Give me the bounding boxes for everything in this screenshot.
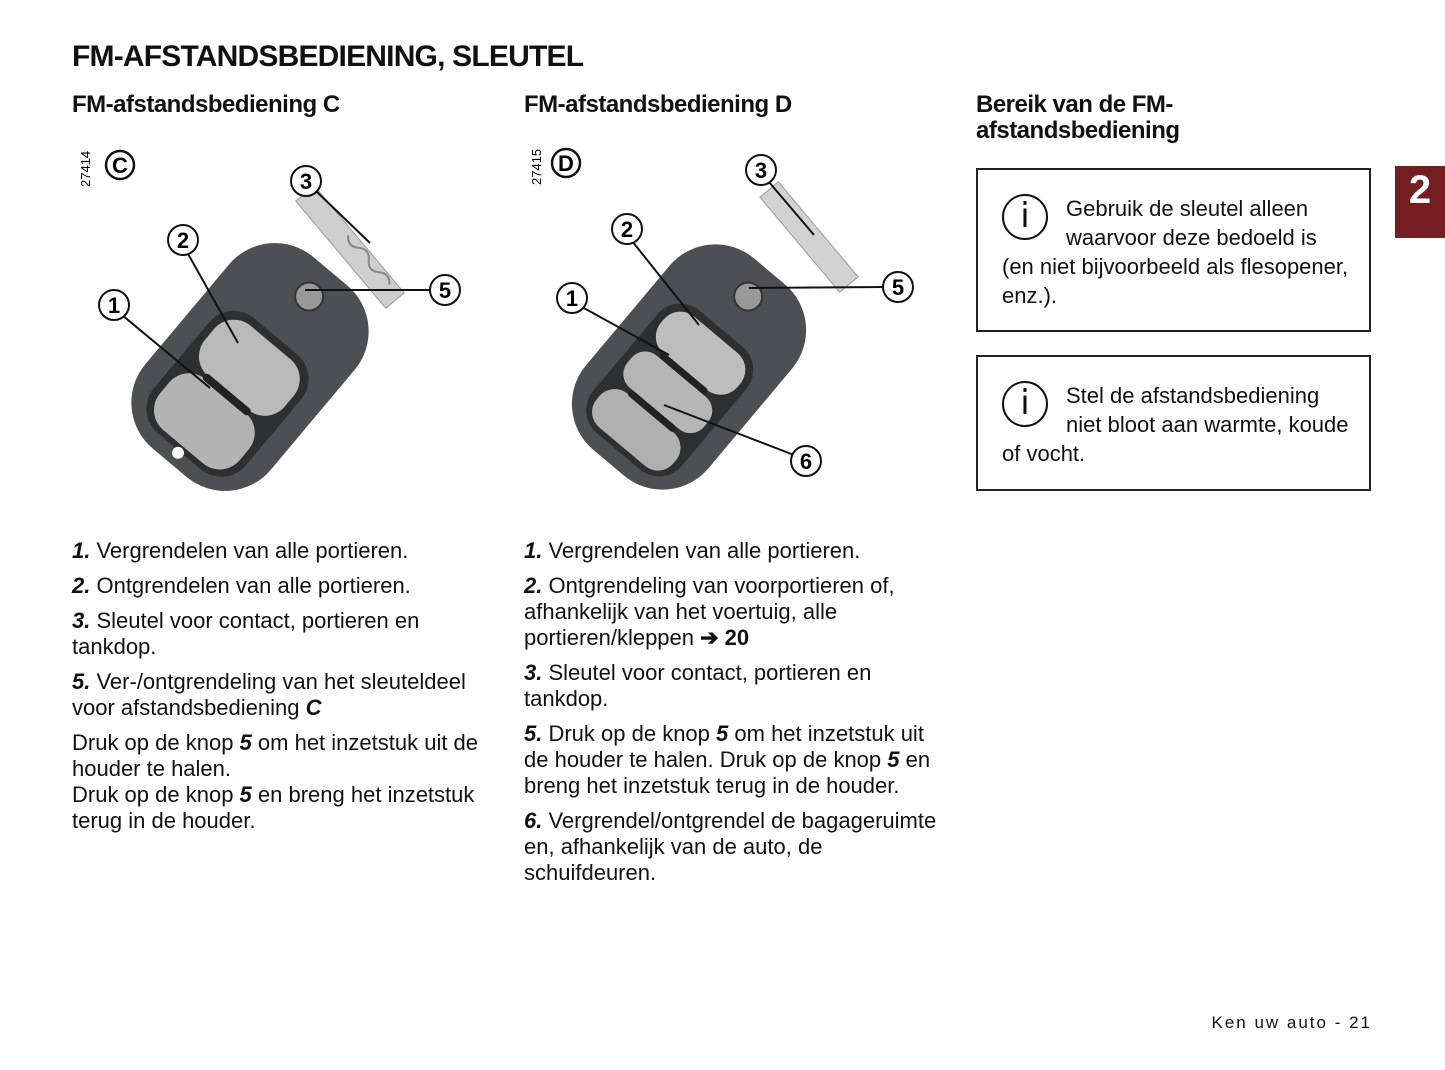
figure-ref: 27415: [529, 148, 544, 185]
item-text: om het inzetstuk uit de houder te halen.: [72, 730, 479, 781]
item-text: Druk op de knop: [542, 721, 717, 746]
item-text: Ver-/ontgrendeling van het sleuteldeel voor afstandsbediening: [72, 669, 466, 720]
emphasis: 5: [887, 747, 900, 772]
callout-3: [291, 166, 321, 196]
svg-text:2: 2: [176, 228, 190, 253]
item-text: Vergrendel/ontgrendel de bagageruimte en, afhankelijk van de auto, de schuifdeuren.: [524, 808, 937, 885]
emphasis: 2.: [524, 573, 543, 598]
callout-3: [746, 155, 776, 185]
page-footer: Ken uw auto - 21: [1211, 1013, 1372, 1032]
legend-list-d: [524, 538, 944, 895]
note-text: Gebruik de sleutel alleen waarvoor deze bedoeld is (en niet bijvoorbeeld als flesopener, enz.).: [1002, 196, 1349, 308]
callout-1: [557, 283, 587, 313]
emphasis: 3.: [524, 660, 543, 685]
legend-item: [72, 573, 492, 599]
note-box: [976, 168, 1371, 332]
section-tab: 2: [1395, 166, 1445, 238]
callout-1: [99, 290, 129, 320]
note-text: Stel de afstandsbediening niet bloot aan warmte, koude of vocht.: [1002, 383, 1349, 466]
emphasis: 5: [716, 721, 729, 746]
legend-item: [72, 608, 492, 660]
heading-range: Bereik van de FM-afstandsbediening: [976, 91, 1180, 144]
item-text: Sleutel voor contact, portieren en tankdop.: [72, 608, 420, 659]
heading-remote-d: FM-afstandsbediening D: [524, 91, 792, 118]
legend-item: [72, 730, 492, 782]
callout-6: [791, 446, 821, 476]
column-range: [976, 91, 1376, 466]
info-icon: i: [1002, 381, 1048, 427]
svg-text:6: 6: [799, 449, 813, 474]
svg-text:5: 5: [438, 278, 452, 303]
legend-item: [72, 782, 492, 834]
item-text: Ontgrendeling van voorportieren of, afhankelijk van het voertuig, alle portieren/kleppen: [524, 573, 895, 650]
emphasis: 6.: [524, 808, 543, 833]
callout-2: [168, 225, 198, 255]
legend-item: [524, 573, 944, 651]
key-blade: [760, 182, 858, 292]
legend-item: [524, 538, 944, 564]
emphasis: 1.: [524, 538, 543, 563]
emphasis: 2.: [72, 573, 91, 598]
item-text: Druk op de knop: [72, 730, 240, 755]
emphasis: 5.: [524, 721, 543, 746]
emphasis: 3.: [72, 608, 91, 633]
variant-label: C: [112, 153, 128, 178]
info-icon: i: [1002, 194, 1048, 240]
legend-item: [524, 721, 944, 799]
legend-list-c: [72, 538, 492, 843]
note-box: [976, 355, 1371, 491]
heading-remote-c: FM-afstandsbediening C: [72, 91, 340, 118]
svg-text:1: 1: [565, 286, 579, 311]
item-text: Ontgrendelen van alle portieren.: [90, 573, 411, 598]
item-text: Vergrendelen van alle portieren.: [542, 538, 861, 563]
key-fob-d-illustration: [524, 135, 944, 505]
svg-text:3: 3: [754, 158, 768, 183]
svg-text:2: 2: [620, 217, 634, 242]
callout-5: [883, 272, 913, 302]
legend-item: [72, 669, 492, 721]
page-title: FM-AFSTANDSBEDIENING, SLEUTEL: [72, 40, 584, 73]
key-fob-body: [547, 220, 830, 505]
emphasis: 5.: [72, 669, 91, 694]
emphasis: 1.: [72, 538, 91, 563]
page-reference: ➔ 20: [700, 625, 750, 650]
item-text: en breng het inzetstuk terug in de houder.: [524, 747, 931, 798]
item-text: Sleutel voor contact, portieren en tankdop.: [524, 660, 872, 711]
figure-ref: 27414: [78, 150, 93, 187]
legend-item: [72, 538, 492, 564]
variant-label: D: [558, 151, 574, 176]
item-text: Vergrendelen van alle portieren.: [90, 538, 409, 563]
emphasis: 5: [239, 782, 252, 807]
callout-5: [430, 275, 460, 305]
callout-2: [612, 214, 642, 244]
item-text: om het inzetstuk uit de houder te halen. Druk op de knop: [524, 721, 924, 772]
legend-item: [524, 808, 944, 886]
emphasis: 5: [239, 730, 252, 755]
svg-text:1: 1: [107, 293, 121, 318]
item-text: en breng het inzetstuk terug in de houder.: [72, 782, 475, 833]
svg-text:5: 5: [891, 275, 905, 300]
column-remote-c: [72, 91, 482, 833]
column-remote-d: [524, 91, 937, 885]
key-fob-c-illustration: [60, 135, 480, 505]
legend-item: [524, 660, 944, 712]
emphasis: C: [305, 695, 322, 720]
svg-text:3: 3: [299, 169, 313, 194]
item-text: Druk op de knop: [72, 782, 240, 807]
